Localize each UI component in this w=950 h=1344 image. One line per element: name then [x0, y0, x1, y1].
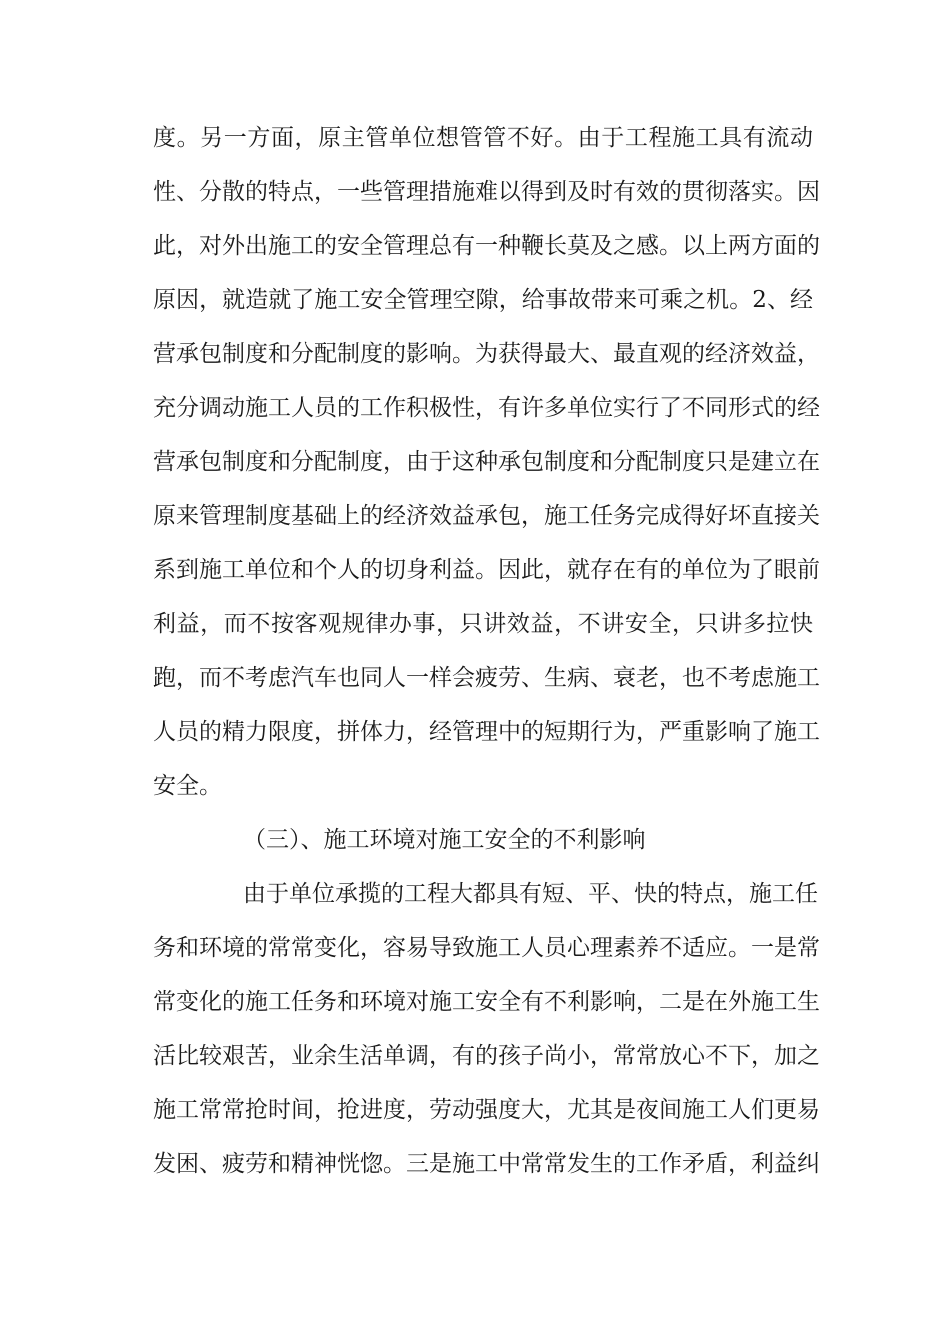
body-text-line: 活比较艰苦，业余生活单调，有的孩子尚小，常常放心不下，加之 [153, 1043, 820, 1069]
body-text-line: 度。另一方面，原主管单位想管管不好。由于工程施工具有流动 [153, 125, 813, 151]
body-text-line: 常变化的施工任务和环境对施工安全有不利影响，二是在外施工生 [153, 989, 820, 1015]
body-text-line: 发困、疲劳和精神恍惚。三是施工中常常发生的工作矛盾，利益纠 [153, 1151, 820, 1177]
body-text-line: 此，对外出施工的安全管理总有一种鞭长莫及之感。以上两方面的 [153, 233, 820, 259]
section-heading: （三）、施工环境对施工安全的不利影响 [243, 827, 646, 853]
body-text-line: 安全。 [153, 773, 222, 799]
body-text-line: 性、分散的特点，一些管理措施难以得到及时有效的贯彻落实。因 [153, 179, 820, 205]
body-text-line: 原来管理制度基础上的经济效益承包，施工任务完成得好坏直接关 [153, 503, 820, 529]
body-text-line: 原因，就造就了施工安全管理空隙，给事故带来可乘之机。2、经 [153, 287, 813, 313]
body-text-line: 利益，而不按客观规律办事，只讲效益，不讲安全，只讲多拉快 [153, 611, 813, 637]
body-text-line: 系到施工单位和个人的切身利益。因此，就存在有的单位为了眼前 [153, 557, 820, 583]
body-text-line: 由于单位承揽的工程大都具有短、平、快的特点，施工任 [243, 881, 818, 907]
body-text-line: 营承包制度和分配制度，由于这种承包制度和分配制度只是建立在 [153, 449, 820, 475]
body-text-line: 施工常常抢时间，抢进度，劳动强度大，尤其是夜间施工人们更易 [153, 1097, 820, 1123]
body-text-line: 务和环境的常常变化，容易导致施工人员心理素养不适应。一是常 [153, 935, 820, 961]
body-text-line: 充分调动施工人员的工作积极性，有许多单位实行了不同形式的经 [153, 395, 820, 421]
body-text-line: 人员的精力限度，拼体力，经管理中的短期行为，严重影响了施工 [153, 719, 820, 745]
body-text-line: 跑，而不考虑汽车也同人一样会疲劳、生病、衰老，也不考虑施工 [153, 665, 820, 691]
body-text-line: 营承包制度和分配制度的影响。为获得最大、最直观的经济效益， [153, 341, 820, 367]
